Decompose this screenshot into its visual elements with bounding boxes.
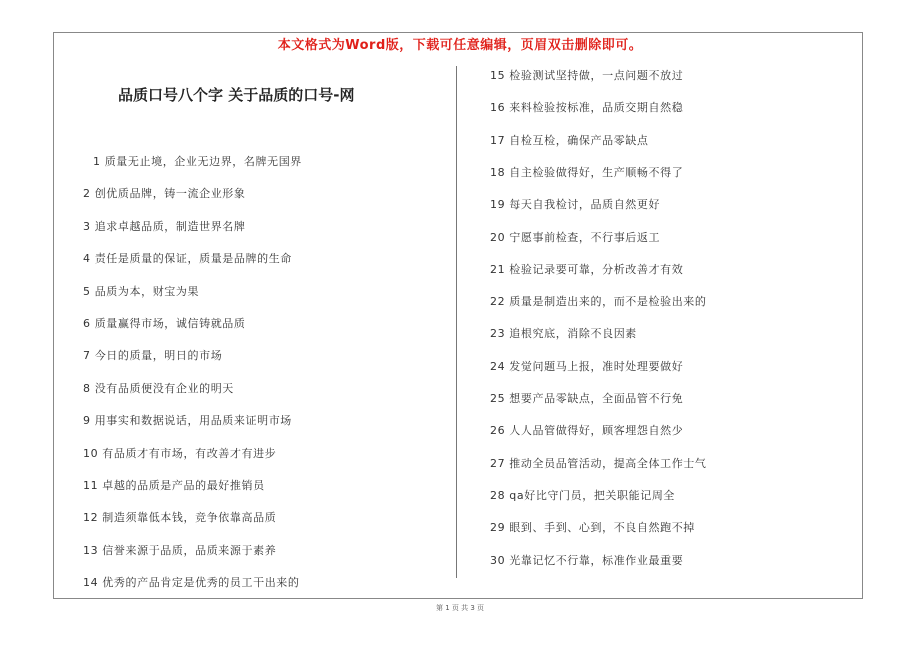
slogan-line: 30 光靠记忆不行靠，标准作业最重要 bbox=[490, 553, 684, 567]
slogan-line: 4 责任是质量的保证，质量是品牌的生命 bbox=[83, 252, 292, 266]
slogan-line: 27 推动全员品管活动，提高全体工作士气 bbox=[490, 456, 707, 470]
slogan-line: 20 宁愿事前检查，不行事后返工 bbox=[490, 230, 661, 244]
slogan-line: 22 质量是制造出来的，而不是检验出来的 bbox=[490, 295, 707, 309]
page-footer: 第 1 页 共 3 页 bbox=[435, 604, 485, 612]
slogan-line: 1 质量无止境，企业无边界，名牌无国界 bbox=[93, 155, 302, 168]
slogan-line: 21 检验记录要可靠，分析改善才有效 bbox=[490, 262, 684, 276]
slogan-line: 14 优秀的产品肯定是优秀的员工干出来的 bbox=[83, 576, 300, 590]
slogan-line: 2 创优质品牌，铸一流企业形象 bbox=[83, 187, 246, 201]
column-divider bbox=[456, 66, 457, 578]
slogan-line: 19 每天自我检讨，品质自然更好 bbox=[490, 198, 661, 212]
slogan-line: 25 想要产品零缺点，全面品管不行免 bbox=[490, 392, 684, 405]
slogan-line: 5 品质为本，财宝为果 bbox=[83, 284, 200, 298]
slogan-line: 6 质量赢得市场，诚信铸就品质 bbox=[83, 317, 246, 330]
slogan-line: 24 发觉问题马上报，准时处理要做好 bbox=[490, 359, 684, 373]
slogan-line: 8 没有品质便没有企业的明天 bbox=[83, 381, 234, 395]
slogan-line: 11 卓越的品质是产品的最好推销员 bbox=[83, 479, 265, 492]
slogan-line: 29 眼到、手到、心到，不良自然跑不掉 bbox=[490, 521, 695, 535]
slogan-line: 18 自主检验做得好，生产顺畅不得了 bbox=[490, 165, 684, 179]
slogan-line: 17 自检互检，确保产品零缺点 bbox=[490, 133, 649, 147]
page-title: 品质口号八个字 关于品质的口号-网 bbox=[118, 86, 355, 104]
slogan-line: 7 今日的质量，明日的市场 bbox=[83, 349, 223, 363]
slogan-line: 9 用事实和数据说话，用品质来证明市场 bbox=[83, 414, 292, 428]
slogan-line: 16 来料检验按标准，品质交期自然稳 bbox=[490, 101, 684, 115]
edit-notice: 本文格式为Word版，下载可任意编辑，页眉双击删除即可。 bbox=[277, 38, 643, 53]
slogan-line: 10 有品质才有市场，有改善才有进步 bbox=[83, 446, 277, 460]
slogan-line: 12 制造须靠低本钱，竞争依靠高品质 bbox=[83, 511, 277, 525]
slogan-line: 15 检验测试坚持做，一点问题不放过 bbox=[490, 69, 684, 82]
slogan-line: 26 人人品管做得好，顾客埋怨自然少 bbox=[490, 424, 684, 438]
slogan-line: 13 信誉来源于品质，品质来源于素养 bbox=[83, 543, 277, 557]
slogan-line: 23 追根究底，消除不良因素 bbox=[490, 327, 637, 341]
slogan-line: 3 追求卓越品质，制造世界名牌 bbox=[83, 219, 246, 233]
slogan-line: 28 qa好比守门员，把关职能记周全 bbox=[490, 488, 676, 502]
